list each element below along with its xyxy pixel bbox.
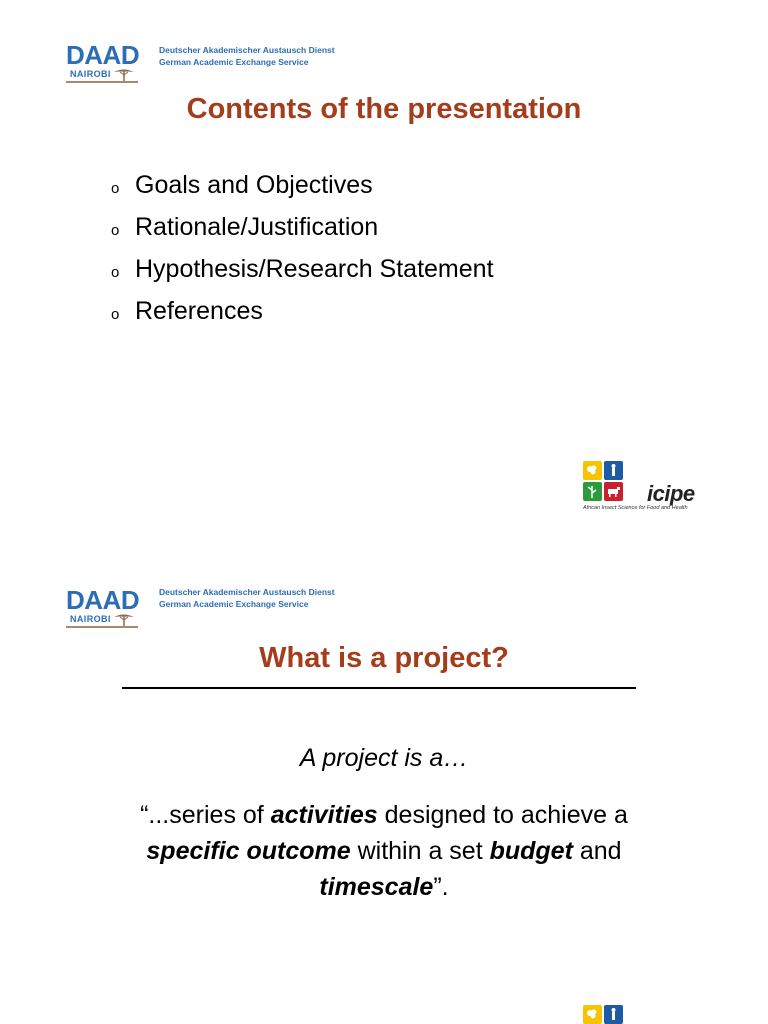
icipe-tagline: African Insect Science for Food and Health bbox=[583, 505, 688, 511]
list-item bbox=[111, 171, 494, 213]
list-item bbox=[111, 255, 494, 297]
icipe-logo-word: icipe bbox=[647, 481, 695, 506]
quote-emphasis: budget bbox=[489, 837, 573, 865]
quote-emphasis: specific outcome bbox=[146, 837, 351, 865]
slide-title: Contents of the presentation bbox=[186, 93, 582, 125]
bullet-marker: o bbox=[111, 306, 120, 323]
list-item-label: Hypothesis/Research Statement bbox=[135, 255, 494, 283]
person-icon bbox=[604, 461, 623, 480]
project-definition-quote bbox=[100, 797, 668, 905]
list-item bbox=[111, 213, 494, 255]
flower-icon bbox=[583, 1005, 602, 1024]
quote-emphasis: timescale bbox=[319, 873, 434, 901]
daad-org-name bbox=[159, 44, 335, 68]
flower-icon bbox=[583, 461, 602, 480]
acacia-tree-icon bbox=[112, 611, 136, 627]
daad-org-name-en: German Academic Exchange Service bbox=[159, 599, 309, 609]
daad-logo-sub: NAIROBI bbox=[70, 614, 111, 624]
quote-text: “...series of bbox=[140, 801, 271, 829]
daad-logo bbox=[66, 42, 140, 88]
list-item-label: References bbox=[135, 297, 263, 325]
daad-logo-ground bbox=[66, 81, 138, 83]
person-icon bbox=[604, 1005, 623, 1024]
lead-text: A project is a… bbox=[299, 744, 469, 772]
daad-logo bbox=[66, 587, 140, 633]
daad-logo-sub: NAIROBI bbox=[70, 69, 111, 79]
quote-text: and bbox=[572, 837, 622, 865]
slide-title: What is a project? bbox=[259, 642, 509, 674]
bullet-marker: o bbox=[111, 264, 120, 281]
quote-emphasis: activities bbox=[270, 801, 378, 829]
daad-logo-ground bbox=[66, 626, 138, 628]
daad-org-name-de: Deutscher Akademischer Austausch Dienst bbox=[159, 587, 335, 597]
daad-org-name-en: German Academic Exchange Service bbox=[159, 57, 309, 67]
cattle-icon bbox=[604, 482, 623, 501]
list-item-label: Rationale/Justification bbox=[135, 213, 379, 241]
bullet-marker: o bbox=[111, 222, 120, 239]
acacia-tree-icon bbox=[112, 66, 136, 82]
daad-org-name bbox=[159, 586, 335, 610]
quote-text: ”. bbox=[433, 873, 449, 901]
quote-text: within a set bbox=[350, 837, 490, 865]
daad-logo-word: DAAD bbox=[66, 585, 140, 615]
quote-text: designed to achieve a bbox=[377, 801, 628, 829]
list-item-label: Goals and Objectives bbox=[135, 171, 373, 199]
list-item bbox=[111, 297, 494, 339]
contents-list bbox=[111, 171, 494, 339]
daad-org-name-de: Deutscher Akademischer Austausch Dienst bbox=[159, 45, 335, 55]
plant-icon bbox=[583, 482, 602, 501]
title-underline bbox=[122, 687, 636, 689]
icipe-logo bbox=[583, 461, 701, 512]
icipe-logo-partial bbox=[583, 1005, 625, 1024]
icipe-tiles bbox=[583, 461, 625, 503]
slide-project-definition bbox=[0, 512, 768, 1024]
daad-logo-word: DAAD bbox=[66, 40, 140, 70]
bullet-marker: o bbox=[111, 180, 120, 197]
